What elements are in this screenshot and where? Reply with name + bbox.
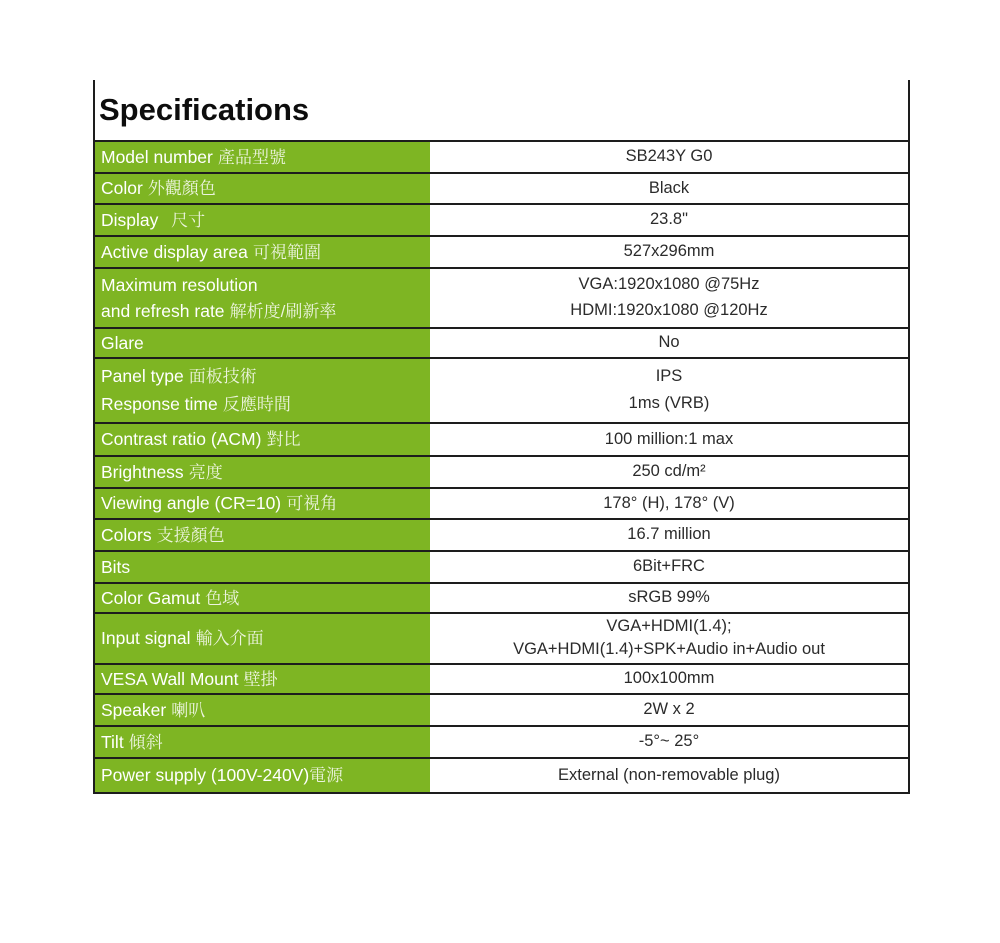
spec-value-cell bbox=[430, 665, 908, 693]
spec-label-chinese: 尺寸 bbox=[171, 210, 206, 230]
table-row bbox=[95, 269, 908, 329]
spec-value-cell bbox=[430, 695, 908, 725]
spec-label-line bbox=[101, 700, 430, 721]
spec-label-line bbox=[101, 765, 430, 786]
spec-label-chinese: 解析度/刷新率 bbox=[229, 301, 337, 321]
spec-label-line bbox=[101, 242, 430, 263]
spec-label-cell bbox=[95, 359, 430, 422]
spec-value-line: HDMI:1920x1080 @120Hz bbox=[570, 301, 768, 320]
spec-value-cell bbox=[430, 584, 908, 612]
spec-value-line: No bbox=[658, 333, 680, 352]
spec-label-chinese: 產品型號 bbox=[217, 147, 286, 167]
spec-label-chinese: 色域 bbox=[205, 588, 240, 608]
table-row bbox=[95, 457, 908, 489]
spec-label-line bbox=[101, 493, 430, 514]
spec-value-cell bbox=[430, 174, 908, 203]
spec-label-english: Response time bbox=[101, 394, 218, 415]
spec-value-line: -5°~ 25° bbox=[638, 732, 700, 751]
spec-table-body bbox=[95, 142, 908, 794]
spec-label-line bbox=[101, 525, 430, 546]
spec-label-chinese: 面板技術 bbox=[188, 367, 257, 387]
spec-label-chinese: 對比 bbox=[266, 430, 301, 450]
spec-value-line: 1ms (VRB) bbox=[628, 394, 710, 413]
spec-label-chinese: 電源 bbox=[309, 766, 344, 786]
spec-value-line: Black bbox=[648, 178, 690, 197]
spec-value-cell bbox=[430, 359, 908, 422]
spec-label-line bbox=[101, 429, 430, 450]
spec-label-line bbox=[101, 588, 430, 609]
table-row bbox=[95, 614, 908, 665]
spec-label-chinese: 喇叭 bbox=[171, 700, 206, 720]
spec-label-english: Contrast ratio (ACM) bbox=[101, 429, 262, 450]
spec-label-cell bbox=[95, 584, 430, 612]
table-row bbox=[95, 359, 908, 424]
spec-value-line: 100x100mm bbox=[623, 669, 715, 688]
spec-value-line: 23.8" bbox=[650, 210, 688, 229]
spec-label-english: Speaker bbox=[101, 699, 167, 720]
table-row bbox=[95, 665, 908, 695]
spec-value-line: SB243Y G0 bbox=[625, 147, 713, 166]
table-row bbox=[95, 329, 908, 359]
spec-label-english: Bits bbox=[101, 556, 131, 577]
table-row bbox=[95, 142, 908, 174]
table-row bbox=[95, 174, 908, 205]
table-row bbox=[95, 520, 908, 552]
spec-value-line: VGA+HDMI(1.4); bbox=[606, 617, 732, 636]
spec-value-cell bbox=[430, 142, 908, 172]
spec-label-english: Colors bbox=[101, 524, 152, 545]
page-title: Specifications bbox=[99, 92, 310, 127]
spec-label-line bbox=[101, 366, 430, 387]
spec-label-cell bbox=[95, 520, 430, 550]
table-row bbox=[95, 237, 908, 269]
spec-value-line: 6Bit+FRC bbox=[633, 557, 705, 576]
spec-label-line bbox=[101, 275, 430, 295]
spec-value-line: sRGB 99% bbox=[628, 588, 710, 607]
spec-label-english: Power supply (100V-240V) bbox=[101, 765, 310, 786]
spec-label-chinese: 壁掛 bbox=[243, 669, 278, 689]
spec-label-cell bbox=[95, 329, 430, 357]
spec-value-line: 2W x 2 bbox=[643, 700, 695, 719]
spec-label-cell bbox=[95, 457, 430, 487]
spec-value-line: 527x296mm bbox=[623, 242, 715, 261]
spec-label-line bbox=[101, 147, 430, 168]
spec-label-english: and refresh rate bbox=[101, 300, 225, 321]
spec-label-line bbox=[101, 628, 430, 649]
spec-value-cell bbox=[430, 759, 908, 792]
table-row bbox=[95, 759, 908, 794]
spec-label-chinese: 輸入介面 bbox=[195, 629, 264, 649]
spec-label-line bbox=[101, 210, 430, 231]
table-row bbox=[95, 695, 908, 727]
spec-value-cell bbox=[430, 424, 908, 455]
spec-value-cell bbox=[430, 237, 908, 267]
table-row bbox=[95, 584, 908, 614]
spec-label-cell bbox=[95, 174, 430, 203]
spec-value-line: IPS bbox=[655, 366, 683, 385]
spec-value-line: VGA+HDMI(1.4)+SPK+Audio in+Audio out bbox=[513, 640, 825, 659]
spec-label-english: Maximum resolution bbox=[101, 274, 258, 295]
specifications-table bbox=[93, 80, 910, 794]
spec-value-line: 250 cd/m² bbox=[632, 462, 706, 481]
spec-label-english: Viewing angle (CR=10) bbox=[101, 493, 282, 514]
spec-value-cell bbox=[430, 269, 908, 327]
spec-value-cell bbox=[430, 489, 908, 518]
table-row bbox=[95, 727, 908, 759]
spec-value-cell bbox=[430, 727, 908, 757]
spec-label-line bbox=[101, 462, 430, 483]
table-row bbox=[95, 205, 908, 237]
spec-label-cell bbox=[95, 269, 430, 327]
spec-label-english: Glare bbox=[101, 332, 144, 353]
spec-label-cell bbox=[95, 489, 430, 518]
spec-label-chinese: 可視角 bbox=[286, 494, 338, 514]
spec-label-chinese: 可視範圍 bbox=[252, 242, 321, 262]
spec-label-cell bbox=[95, 552, 430, 582]
spec-label-chinese: 支援顏色 bbox=[156, 525, 225, 545]
spec-label-cell bbox=[95, 695, 430, 725]
spec-label-line bbox=[101, 557, 430, 577]
spec-label-english: Panel type bbox=[101, 366, 184, 387]
spec-label-cell bbox=[95, 142, 430, 172]
spec-label-english: Active display area bbox=[101, 241, 248, 262]
spec-label-english: Input signal bbox=[101, 628, 191, 649]
spec-label-line bbox=[101, 178, 430, 199]
spec-label-cell bbox=[95, 424, 430, 455]
spec-label-line bbox=[101, 732, 430, 753]
table-title-row bbox=[95, 80, 908, 142]
spec-label-chinese: 反應時間 bbox=[222, 395, 291, 415]
spec-value-cell bbox=[430, 520, 908, 550]
spec-value-line: External (non-removable plug) bbox=[558, 765, 780, 784]
spec-label-english: VESA Wall Mount bbox=[101, 668, 239, 689]
spec-value-line: 100 million:1 max bbox=[604, 429, 734, 448]
spec-value-cell bbox=[430, 329, 908, 357]
spec-label-cell bbox=[95, 237, 430, 267]
table-row bbox=[95, 424, 908, 457]
spec-label-line bbox=[101, 301, 430, 322]
spec-label-line bbox=[101, 394, 430, 415]
spec-label-line bbox=[101, 333, 430, 353]
spec-value-line: 16.7 million bbox=[627, 525, 711, 544]
spec-label-chinese: 外觀顏色 bbox=[147, 179, 216, 199]
spec-label-english: Tilt bbox=[101, 731, 124, 752]
spec-value-line: VGA:1920x1080 @75Hz bbox=[578, 275, 760, 294]
spec-label-cell bbox=[95, 727, 430, 757]
spec-label-english: Display bbox=[101, 209, 159, 230]
spec-value-cell bbox=[430, 552, 908, 582]
spec-label-cell bbox=[95, 759, 430, 792]
spec-label-cell bbox=[95, 614, 430, 663]
spec-label-english: Color bbox=[101, 178, 143, 199]
spec-label-english: Color Gamut bbox=[101, 587, 201, 608]
spec-value-cell bbox=[430, 205, 908, 235]
spec-value-cell bbox=[430, 457, 908, 487]
spec-label-line bbox=[101, 669, 430, 690]
table-row bbox=[95, 552, 908, 584]
table-row bbox=[95, 489, 908, 520]
spec-label-cell bbox=[95, 205, 430, 235]
spec-value-line: 178° (H), 178° (V) bbox=[603, 493, 735, 512]
spec-value-cell bbox=[430, 614, 908, 663]
spec-label-chinese: 傾斜 bbox=[128, 732, 163, 752]
spec-label-english: Brightness bbox=[101, 461, 184, 482]
spec-label-english: Model number bbox=[101, 146, 213, 167]
spec-label-cell bbox=[95, 665, 430, 693]
spec-label-chinese: 亮度 bbox=[188, 462, 223, 482]
